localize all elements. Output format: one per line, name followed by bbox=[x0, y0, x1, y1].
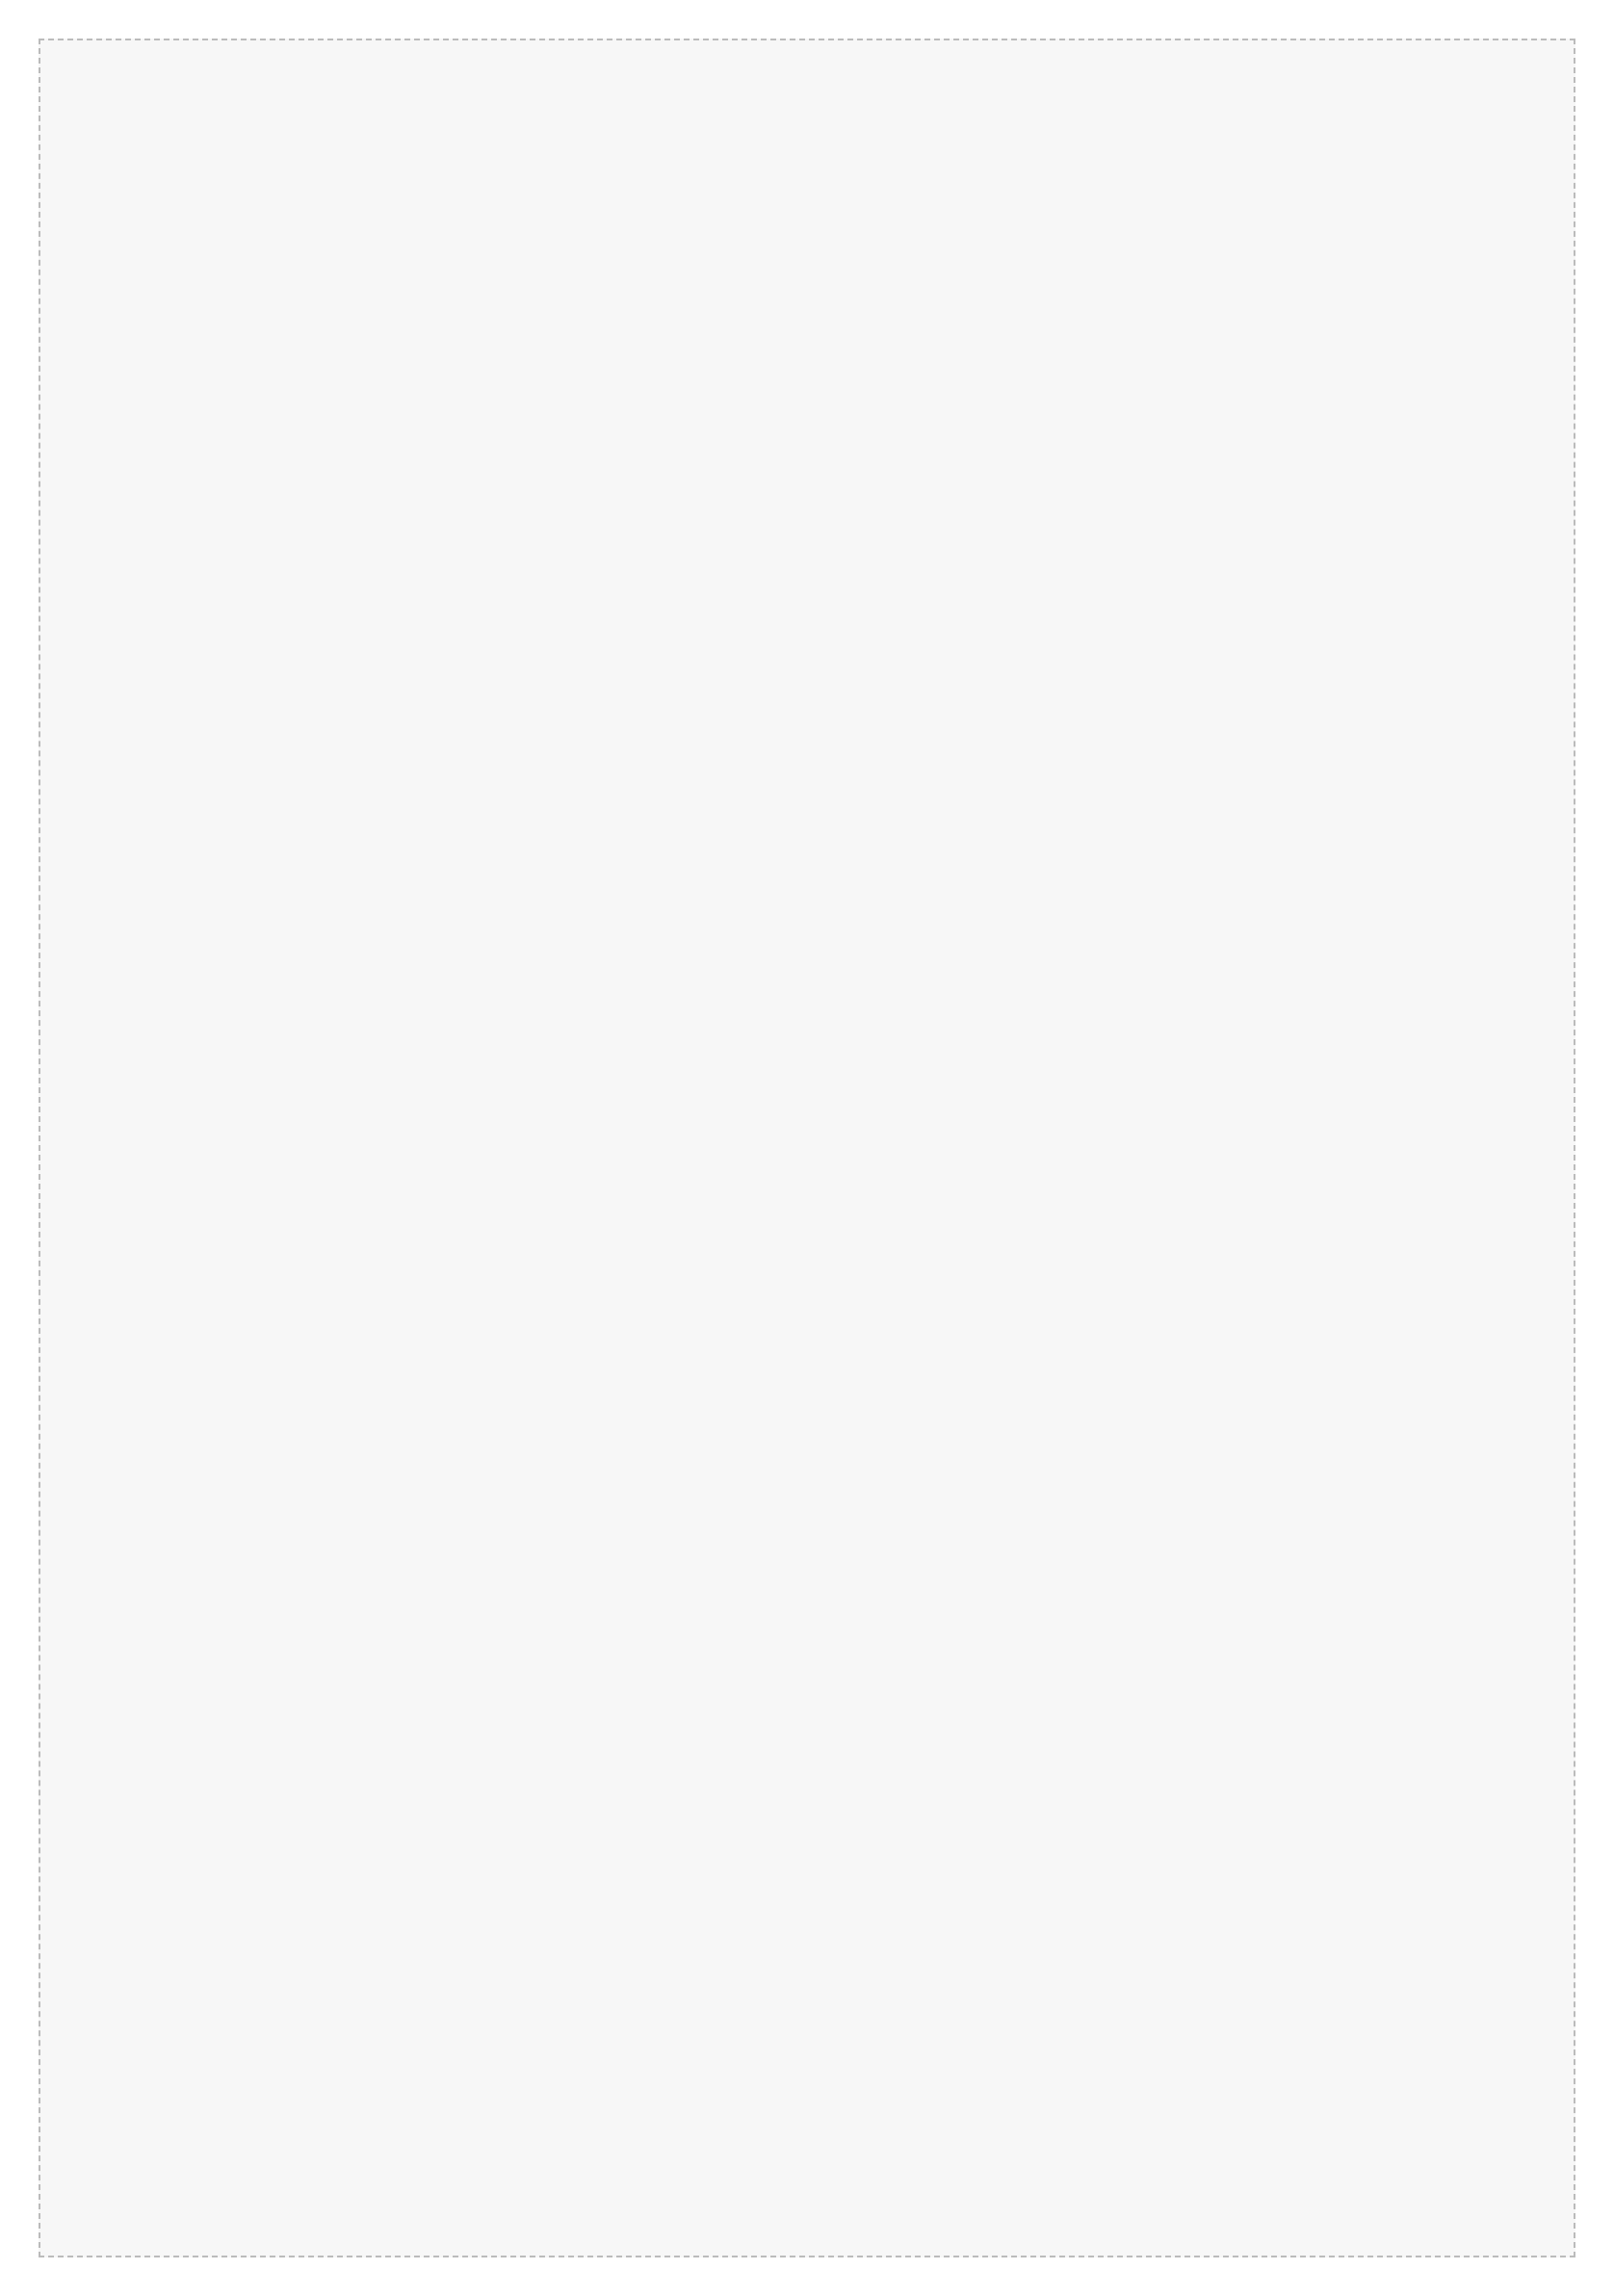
content-placeholder bbox=[39, 39, 1575, 2257]
